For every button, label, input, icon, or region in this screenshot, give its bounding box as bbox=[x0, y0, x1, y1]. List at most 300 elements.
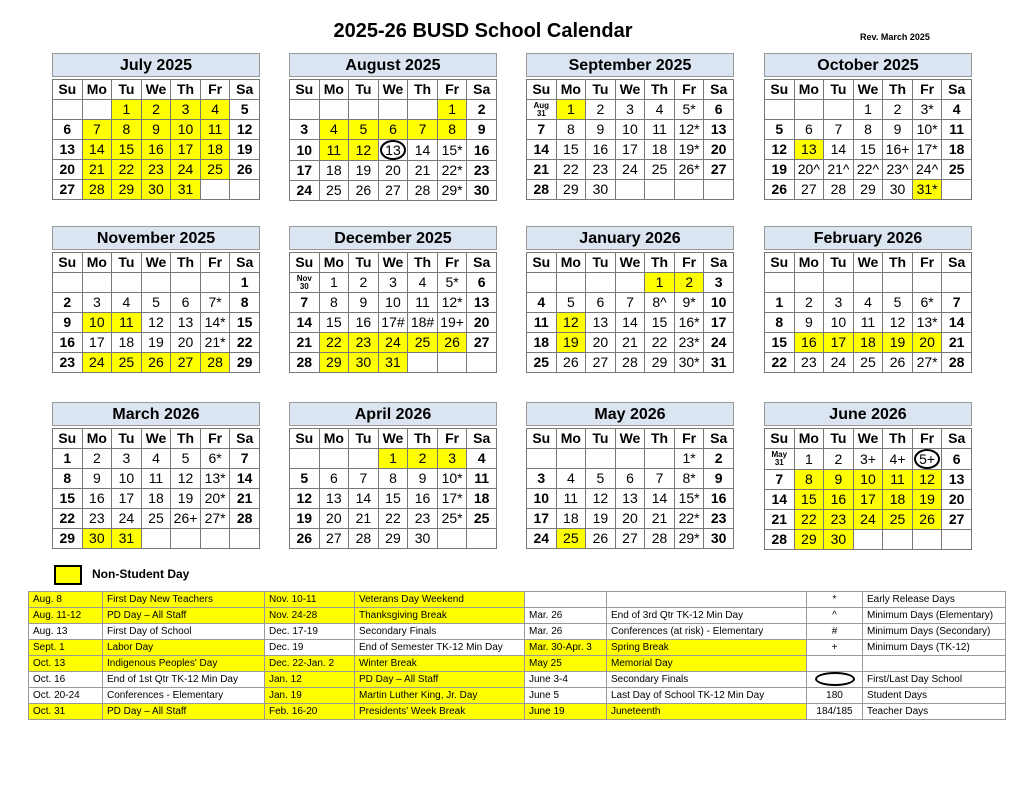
month-title: December 2025 bbox=[289, 226, 497, 250]
day-cell: 14 bbox=[645, 489, 675, 509]
day-cell: 7 bbox=[527, 120, 557, 140]
day-cell: 12 bbox=[765, 140, 795, 160]
weekday-header: Th bbox=[408, 253, 438, 273]
day-cell: 2 bbox=[82, 449, 112, 469]
day-cell: 1 bbox=[112, 100, 142, 120]
day-cell: 17* bbox=[437, 489, 467, 509]
event-cell: Dec. 17-19 bbox=[265, 624, 355, 640]
day-cell bbox=[230, 180, 260, 200]
month-calendar bbox=[526, 226, 734, 373]
day-cell: 3 bbox=[171, 100, 201, 120]
day-cell: 14 bbox=[408, 140, 438, 161]
day-cell: 11 bbox=[883, 470, 913, 490]
event-cell: Aug. 11-12 bbox=[29, 608, 103, 624]
month-calendar bbox=[289, 402, 497, 549]
day-cell: 28 bbox=[82, 180, 112, 200]
weekday-header: Mo bbox=[82, 80, 112, 100]
day-cell: 17 bbox=[171, 140, 201, 160]
event-row bbox=[29, 704, 1006, 720]
day-cell bbox=[794, 100, 824, 120]
event-cell: June 19 bbox=[525, 704, 607, 720]
day-cell: 1 bbox=[765, 293, 795, 313]
weekday-header: We bbox=[853, 253, 883, 273]
day-cell: 4 bbox=[200, 100, 230, 120]
day-cell: 3 bbox=[437, 449, 467, 469]
day-cell: 28 bbox=[824, 180, 854, 200]
weekday-header: Tu bbox=[586, 253, 616, 273]
week-row bbox=[290, 293, 497, 313]
week-row bbox=[53, 489, 260, 509]
day-cell: 17 bbox=[615, 140, 645, 160]
event-cell: Thanksgiving Break bbox=[355, 608, 525, 624]
day-cell: 28 bbox=[765, 530, 795, 550]
day-cell: 14 bbox=[290, 313, 320, 333]
day-cell bbox=[794, 273, 824, 293]
day-cell bbox=[615, 180, 645, 200]
day-cell: 2 bbox=[883, 100, 913, 120]
week-row bbox=[290, 161, 497, 181]
weekday-header: Mo bbox=[319, 429, 349, 449]
day-cell: 4 bbox=[556, 469, 586, 489]
legend-label: Non-Student Day bbox=[92, 567, 190, 582]
day-cell: 17 bbox=[853, 490, 883, 510]
event-cell: Oct. 31 bbox=[29, 704, 103, 720]
event-cell: Minimum Days (TK-12) bbox=[863, 640, 1006, 656]
day-cell: 22 bbox=[378, 509, 408, 529]
day-cell: 9* bbox=[674, 293, 704, 313]
event-row bbox=[29, 688, 1006, 704]
day-cell: 22 bbox=[112, 160, 142, 180]
day-cell: 19 bbox=[912, 490, 942, 510]
day-cell: 6 bbox=[378, 120, 408, 140]
day-cell: 27 bbox=[704, 160, 734, 180]
day-cell: 6 bbox=[704, 100, 734, 120]
day-cell: 17 bbox=[527, 509, 557, 529]
weekday-header: Mo bbox=[319, 253, 349, 273]
event-cell: Dec. 19 bbox=[265, 640, 355, 656]
day-cell bbox=[556, 449, 586, 469]
week-row bbox=[53, 160, 260, 180]
weekday-header: We bbox=[378, 253, 408, 273]
day-cell: 19 bbox=[171, 489, 201, 509]
weekday-header: Th bbox=[883, 253, 913, 273]
day-cell: 14* bbox=[200, 313, 230, 333]
weekday-header: Fr bbox=[912, 80, 942, 100]
day-cell bbox=[319, 100, 349, 120]
weekday-header: Mo bbox=[556, 429, 586, 449]
day-cell: 16 bbox=[704, 489, 734, 509]
week-row bbox=[53, 273, 260, 293]
day-cell: 27 bbox=[942, 510, 972, 530]
week-row bbox=[53, 293, 260, 313]
day-cell: 18 bbox=[853, 333, 883, 353]
event-cell: + bbox=[807, 640, 863, 656]
event-cell bbox=[607, 592, 807, 608]
day-cell: 5 bbox=[883, 293, 913, 313]
week-row bbox=[765, 100, 972, 120]
day-cell: 24 bbox=[82, 353, 112, 373]
day-cell bbox=[645, 180, 675, 200]
day-cell bbox=[883, 530, 913, 550]
weekday-header: We bbox=[615, 429, 645, 449]
day-cell bbox=[824, 100, 854, 120]
week-row bbox=[765, 293, 972, 313]
day-cell bbox=[942, 530, 972, 550]
event-cell: # bbox=[807, 624, 863, 640]
day-cell: 16 bbox=[141, 140, 171, 160]
events-table bbox=[28, 591, 1006, 720]
event-cell: Nov. 24-28 bbox=[265, 608, 355, 624]
day-cell: 21 bbox=[349, 509, 379, 529]
day-cell: 25* bbox=[437, 509, 467, 529]
day-cell: 29 bbox=[794, 530, 824, 550]
day-cell: 24 bbox=[527, 529, 557, 549]
month-calendar bbox=[289, 53, 497, 201]
day-cell bbox=[408, 353, 438, 373]
day-cell: 16 bbox=[586, 140, 616, 160]
day-cell: 13 bbox=[467, 293, 497, 313]
week-row bbox=[290, 509, 497, 529]
day-cell: 1 bbox=[645, 273, 675, 293]
weekday-header: Fr bbox=[912, 429, 942, 449]
day-cell: 31 bbox=[378, 353, 408, 373]
month-calendar bbox=[526, 53, 734, 200]
day-cell: 13 bbox=[171, 313, 201, 333]
month-title: September 2025 bbox=[526, 53, 734, 77]
day-cell: 28 bbox=[408, 181, 438, 201]
event-cell: Mar. 30-Apr. 3 bbox=[525, 640, 607, 656]
day-cell: 11 bbox=[319, 140, 349, 161]
oval-icon bbox=[815, 672, 855, 686]
day-cell: 31* bbox=[912, 180, 942, 200]
day-cell: 6 bbox=[942, 449, 972, 470]
weekday-header: Fr bbox=[912, 253, 942, 273]
day-cell bbox=[912, 273, 942, 293]
day-cell: 5* bbox=[437, 273, 467, 293]
day-cell: 16 bbox=[824, 490, 854, 510]
weekday-header: Th bbox=[408, 429, 438, 449]
month-title: June 2026 bbox=[764, 402, 972, 426]
day-cell: 28 bbox=[349, 529, 379, 549]
event-cell bbox=[863, 656, 1006, 672]
day-cell: 17 bbox=[704, 313, 734, 333]
day-cell: 15* bbox=[674, 489, 704, 509]
day-cell: 4 bbox=[853, 293, 883, 313]
day-cell: 18 bbox=[942, 140, 972, 160]
day-cell: 2 bbox=[467, 100, 497, 120]
day-cell: 18 bbox=[200, 140, 230, 160]
day-cell: 6 bbox=[615, 469, 645, 489]
weekday-header: Sa bbox=[230, 80, 260, 100]
day-cell: 3+ bbox=[853, 449, 883, 470]
day-cell: 8* bbox=[674, 469, 704, 489]
day-cell: 29 bbox=[319, 353, 349, 373]
day-cell: 18 bbox=[141, 489, 171, 509]
day-cell bbox=[349, 100, 379, 120]
day-cell: 15 bbox=[112, 140, 142, 160]
weekday-header: We bbox=[615, 253, 645, 273]
day-cell: 29* bbox=[674, 529, 704, 549]
day-cell: 25 bbox=[883, 510, 913, 530]
day-cell: 23 bbox=[408, 509, 438, 529]
week-row bbox=[290, 313, 497, 333]
week-row bbox=[765, 490, 972, 510]
day-cell: 25 bbox=[853, 353, 883, 373]
weekday-header: Tu bbox=[586, 80, 616, 100]
day-cell: 27 bbox=[615, 529, 645, 549]
week-row bbox=[527, 180, 734, 200]
event-cell: Secondary Finals bbox=[607, 672, 807, 688]
day-cell bbox=[615, 449, 645, 469]
day-cell: 11 bbox=[141, 469, 171, 489]
day-cell: 1 bbox=[319, 273, 349, 293]
day-cell bbox=[527, 449, 557, 469]
week-row bbox=[53, 333, 260, 353]
day-cell: 23 bbox=[53, 353, 83, 373]
event-cell: Dec. 22-Jan. 2 bbox=[265, 656, 355, 672]
day-cell: 10 bbox=[378, 293, 408, 313]
event-cell: Oct. 20-24 bbox=[29, 688, 103, 704]
day-cell: 3* bbox=[912, 100, 942, 120]
day-cell: 5 bbox=[586, 469, 616, 489]
event-cell: Teacher Days bbox=[863, 704, 1006, 720]
day-cell: 22* bbox=[437, 161, 467, 181]
day-cell: 22 bbox=[645, 333, 675, 353]
day-cell: 21 bbox=[290, 333, 320, 353]
week-row bbox=[53, 100, 260, 120]
day-cell: 2 bbox=[674, 273, 704, 293]
day-cell: 30 bbox=[704, 529, 734, 549]
day-cell: 24 bbox=[112, 509, 142, 529]
day-cell: 2 bbox=[349, 273, 379, 293]
day-cell: 13 bbox=[942, 470, 972, 490]
day-cell: 26 bbox=[349, 181, 379, 201]
weekday-header: Sa bbox=[704, 80, 734, 100]
week-row bbox=[290, 449, 497, 469]
week-row bbox=[290, 273, 497, 293]
day-cell: 13 bbox=[615, 489, 645, 509]
day-cell: 23 bbox=[82, 509, 112, 529]
weekday-header: Tu bbox=[349, 253, 379, 273]
day-cell: 26 bbox=[912, 510, 942, 530]
day-cell: 1 bbox=[437, 100, 467, 120]
week-row bbox=[765, 510, 972, 530]
weekday-header: Mo bbox=[794, 253, 824, 273]
day-cell bbox=[408, 100, 438, 120]
day-cell: 19 bbox=[141, 333, 171, 353]
day-cell: 15 bbox=[319, 313, 349, 333]
day-cell: 14 bbox=[765, 490, 795, 510]
month-calendar bbox=[764, 53, 972, 200]
week-row bbox=[527, 333, 734, 353]
weekday-header: Su bbox=[527, 429, 557, 449]
event-cell: Nov. 10-11 bbox=[265, 592, 355, 608]
day-cell bbox=[942, 273, 972, 293]
day-cell: 29 bbox=[230, 353, 260, 373]
weekday-header: We bbox=[615, 80, 645, 100]
day-cell: 28 bbox=[290, 353, 320, 373]
day-cell bbox=[527, 273, 557, 293]
day-cell: 10* bbox=[912, 120, 942, 140]
day-cell: 1 bbox=[556, 100, 586, 120]
day-cell: 2 bbox=[53, 293, 83, 313]
day-cell: 23 bbox=[349, 333, 379, 353]
day-cell: 11 bbox=[200, 120, 230, 140]
day-cell: 11 bbox=[408, 293, 438, 313]
event-cell: Minimum Days (Elementary) bbox=[863, 608, 1006, 624]
week-row bbox=[53, 313, 260, 333]
week-row bbox=[290, 100, 497, 120]
day-cell: 26 bbox=[765, 180, 795, 200]
event-cell: First/Last Day School bbox=[863, 672, 1006, 688]
day-cell: 19 bbox=[765, 160, 795, 180]
day-cell: 4 bbox=[467, 449, 497, 469]
day-cell: 31 bbox=[704, 353, 734, 373]
event-cell: Student Days bbox=[863, 688, 1006, 704]
day-cell: 12 bbox=[230, 120, 260, 140]
day-cell: 7 bbox=[645, 469, 675, 489]
day-cell: 23* bbox=[674, 333, 704, 353]
day-cell bbox=[82, 273, 112, 293]
day-cell: 9 bbox=[408, 469, 438, 489]
event-cell: End of Semester TK-12 Min Day bbox=[355, 640, 525, 656]
day-cell: 9 bbox=[794, 313, 824, 333]
day-cell: 15 bbox=[230, 313, 260, 333]
day-cell: 2 bbox=[704, 449, 734, 469]
month-calendar bbox=[52, 402, 260, 549]
day-cell: 22^ bbox=[853, 160, 883, 180]
legend-swatch bbox=[54, 565, 82, 585]
event-cell bbox=[807, 656, 863, 672]
day-cell: 23 bbox=[794, 353, 824, 373]
day-cell: 28 bbox=[645, 529, 675, 549]
weekday-header: Fr bbox=[437, 253, 467, 273]
day-cell: 13 bbox=[53, 140, 83, 160]
day-cell: 3 bbox=[378, 273, 408, 293]
day-cell: 14 bbox=[942, 313, 972, 333]
day-cell: 23 bbox=[467, 161, 497, 181]
day-cell: 21 bbox=[82, 160, 112, 180]
day-cell: 12 bbox=[349, 140, 379, 161]
day-cell: 30 bbox=[883, 180, 913, 200]
day-cell: 20 bbox=[586, 333, 616, 353]
day-cell: 17# bbox=[378, 313, 408, 333]
event-cell: PD Day – All Staff bbox=[355, 672, 525, 688]
weekday-header: We bbox=[141, 429, 171, 449]
week-row bbox=[290, 469, 497, 489]
day-cell bbox=[349, 449, 379, 469]
week-row bbox=[765, 313, 972, 333]
day-cell: 23 bbox=[586, 160, 616, 180]
day-cell: 12 bbox=[912, 470, 942, 490]
day-cell: 24 bbox=[378, 333, 408, 353]
day-cell: 26 bbox=[230, 160, 260, 180]
day-cell: 6 bbox=[794, 120, 824, 140]
day-cell: 20^ bbox=[794, 160, 824, 180]
event-cell: June 3-4 bbox=[525, 672, 607, 688]
day-cell: 13 bbox=[794, 140, 824, 160]
day-cell: 7 bbox=[408, 120, 438, 140]
day-cell: 25 bbox=[942, 160, 972, 180]
day-cell: 4 bbox=[645, 100, 675, 120]
day-cell: 2 bbox=[408, 449, 438, 469]
day-cell bbox=[942, 180, 972, 200]
day-cell: 21 bbox=[615, 333, 645, 353]
day-cell: 26 bbox=[290, 529, 320, 549]
day-cell: 9 bbox=[141, 120, 171, 140]
day-cell: 5 bbox=[349, 120, 379, 140]
day-cell: 20 bbox=[319, 509, 349, 529]
event-cell: Indigenous Peoples' Day bbox=[103, 656, 265, 672]
weekday-header: Su bbox=[53, 429, 83, 449]
day-cell: 20* bbox=[200, 489, 230, 509]
weekday-header: Tu bbox=[112, 80, 142, 100]
day-cell: 3 bbox=[112, 449, 142, 469]
day-cell: 18 bbox=[319, 161, 349, 181]
week-row bbox=[290, 181, 497, 201]
day-cell: 25 bbox=[556, 529, 586, 549]
day-cell: 3 bbox=[615, 100, 645, 120]
event-cell: Veterans Day Weekend bbox=[355, 592, 525, 608]
day-cell: 11 bbox=[942, 120, 972, 140]
day-cell: 3 bbox=[527, 469, 557, 489]
event-cell bbox=[525, 592, 607, 608]
day-cell: 16 bbox=[794, 333, 824, 353]
day-cell bbox=[586, 449, 616, 469]
month-title: July 2025 bbox=[52, 53, 260, 77]
day-cell: 15 bbox=[765, 333, 795, 353]
day-cell: 27 bbox=[467, 333, 497, 353]
day-cell: 27 bbox=[794, 180, 824, 200]
day-cell: 19 bbox=[230, 140, 260, 160]
day-cell: 7 bbox=[942, 293, 972, 313]
month-title: May 2026 bbox=[526, 402, 734, 426]
day-cell: 9 bbox=[824, 470, 854, 490]
day-cell: 27 bbox=[378, 181, 408, 201]
day-cell: 22 bbox=[765, 353, 795, 373]
weekday-header: We bbox=[378, 80, 408, 100]
week-row bbox=[527, 529, 734, 549]
day-cell: 8 bbox=[556, 120, 586, 140]
day-cell: 30 bbox=[408, 529, 438, 549]
event-cell: June 5 bbox=[525, 688, 607, 704]
day-cell: 4 bbox=[942, 100, 972, 120]
day-cell: 3 bbox=[290, 120, 320, 140]
day-cell: 9 bbox=[82, 469, 112, 489]
week-row bbox=[765, 353, 972, 373]
day-cell: 28 bbox=[942, 353, 972, 373]
weekday-header: Fr bbox=[674, 253, 704, 273]
day-cell: 4+ bbox=[883, 449, 913, 470]
day-cell bbox=[883, 273, 913, 293]
weekday-header: Th bbox=[408, 80, 438, 100]
first-last-day-circle: 13 bbox=[380, 140, 406, 160]
day-cell: 15 bbox=[645, 313, 675, 333]
day-cell: 20 bbox=[615, 509, 645, 529]
month-calendar bbox=[289, 226, 497, 373]
day-cell: 26+ bbox=[171, 509, 201, 529]
day-cell: 8^ bbox=[645, 293, 675, 313]
day-cell: 11 bbox=[853, 313, 883, 333]
event-cell: Winter Break bbox=[355, 656, 525, 672]
day-cell: 8 bbox=[319, 293, 349, 313]
day-cell: 4 bbox=[319, 120, 349, 140]
day-cell: 12 bbox=[171, 469, 201, 489]
event-cell: Conferences - Elementary bbox=[103, 688, 265, 704]
weekday-header: Tu bbox=[112, 429, 142, 449]
day-cell: 8 bbox=[378, 469, 408, 489]
day-cell: Nov 30 bbox=[290, 273, 320, 293]
